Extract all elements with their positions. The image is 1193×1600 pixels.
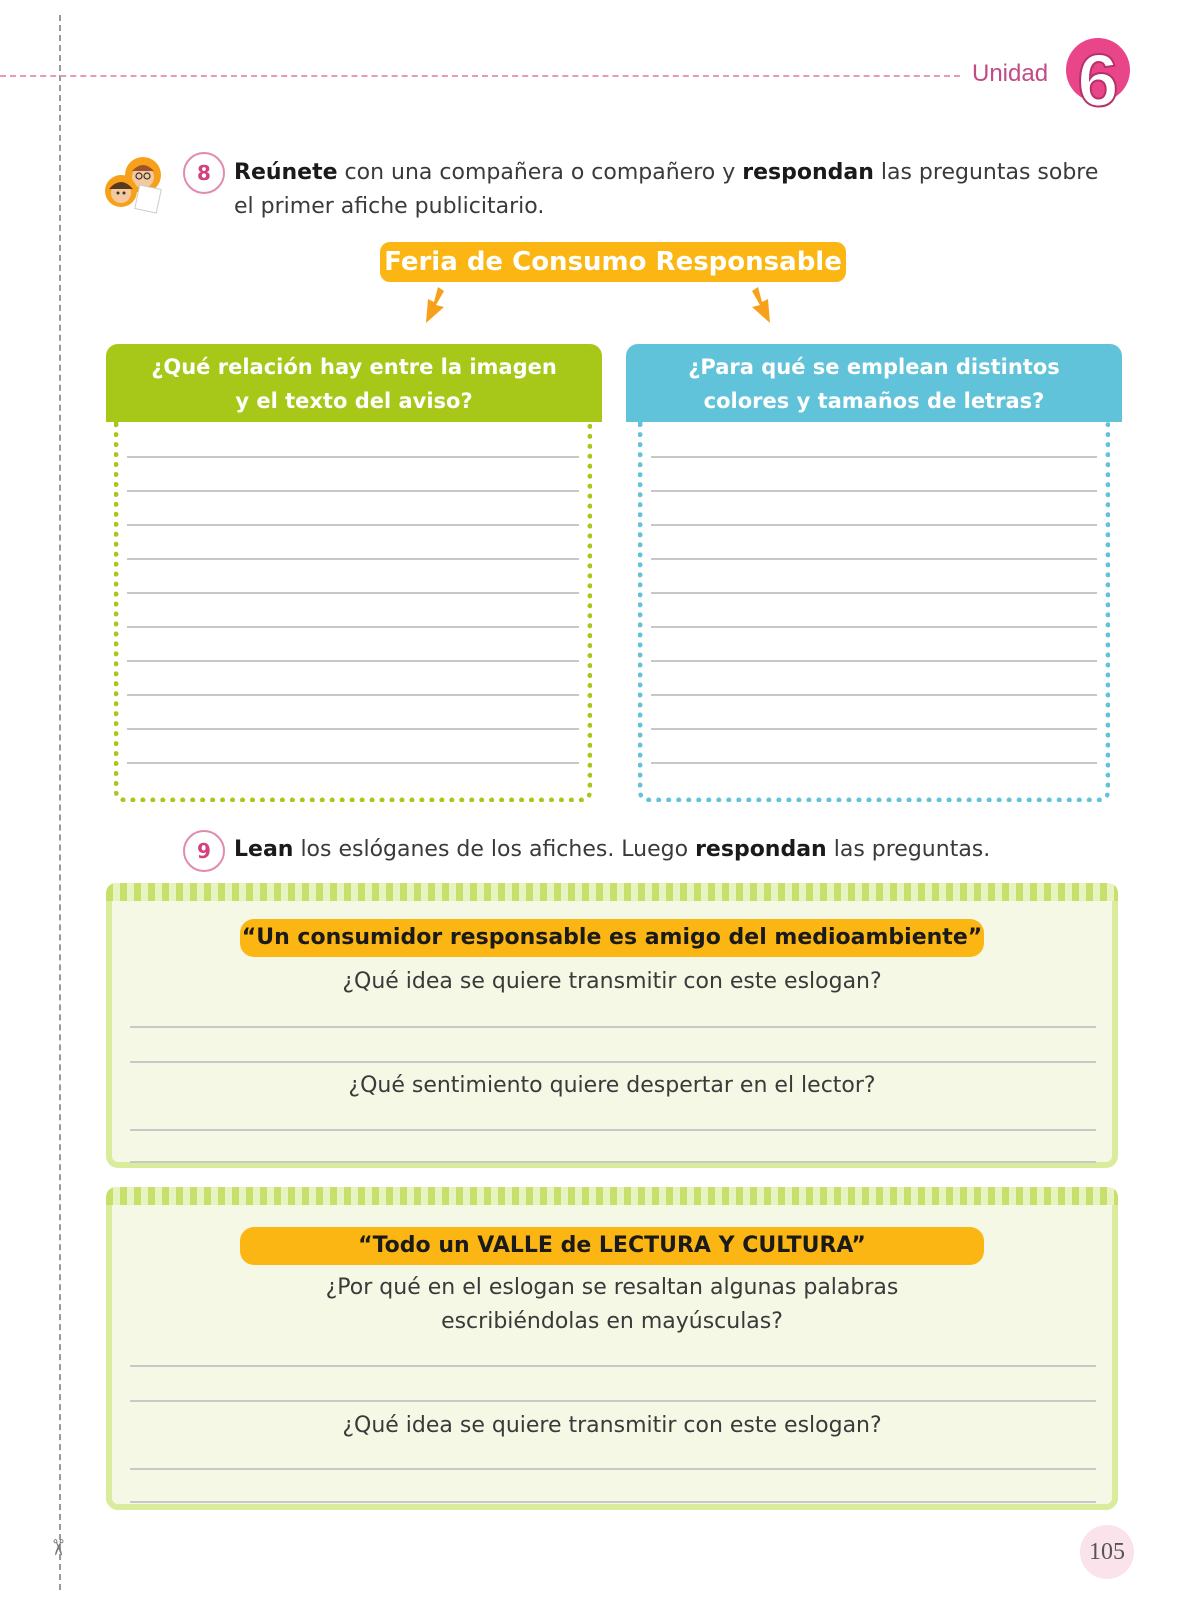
arrow-down-right-icon <box>746 285 776 325</box>
question-line: escribiéndolas en mayúsculas? <box>441 1309 783 1334</box>
instruction-text: las preguntas sobre <box>873 160 1099 185</box>
page-number: 105 <box>1080 1525 1134 1579</box>
writing-line <box>127 592 579 594</box>
writing-line <box>651 524 1097 526</box>
instruction-text: los eslóganes de los afiches. Luego <box>293 837 696 862</box>
question-line: colores y tamaños de letras? <box>703 389 1045 413</box>
writing-line[interactable] <box>130 1501 1096 1503</box>
writing-line <box>651 626 1097 628</box>
answer-area-left[interactable] <box>114 422 592 802</box>
question-box-colors-sizes <box>626 344 1122 422</box>
slogan-2-question-2: ¿Qué idea se quiere transmitir con este eslogan? <box>342 1413 882 1438</box>
slogan-1-question-1: ¿Qué idea se quiere transmitir con este eslogan? <box>342 969 882 994</box>
instruction-text: las preguntas. <box>826 837 991 862</box>
cut-line <box>59 15 61 1590</box>
question-box-image-text <box>106 344 602 422</box>
students-avatar-icon <box>103 153 165 215</box>
slogan-1-pill: “Un consumidor responsable es amigo del medioambiente” <box>240 919 984 957</box>
writing-line <box>651 456 1097 458</box>
question-line: y el texto del aviso? <box>235 389 473 413</box>
writing-line[interactable] <box>130 1365 1096 1367</box>
instruction-bold-reunete: Reúnete <box>234 160 338 185</box>
writing-line[interactable] <box>130 1026 1096 1028</box>
writing-line <box>127 558 579 560</box>
unit-number-badge <box>1065 30 1131 116</box>
writing-line <box>127 456 579 458</box>
writing-line <box>651 694 1097 696</box>
instruction-bold-lean: Lean <box>234 837 294 862</box>
slogan-box-2 <box>106 1187 1118 1510</box>
instruction-text: con una compañera o compañero y <box>337 160 743 185</box>
writing-line <box>127 490 579 492</box>
writing-line <box>651 762 1097 764</box>
activity-8-number: 8 <box>183 152 225 194</box>
activity-9-instruction <box>234 833 1114 867</box>
activity-9-number: 9 <box>183 830 225 872</box>
header-dashed-line <box>0 75 960 77</box>
question-line: ¿Para qué se emplean distintos <box>688 355 1060 379</box>
writing-line <box>651 558 1097 560</box>
question-line: ¿Qué relación hay entre la imagen <box>151 355 557 379</box>
slogan-2-pill: “Todo un VALLE de LECTURA Y CULTURA” <box>240 1227 984 1265</box>
box-top-border <box>106 883 1118 901</box>
writing-line <box>127 762 579 764</box>
unit-label: Unidad <box>972 60 1049 87</box>
writing-line <box>127 694 579 696</box>
writing-line[interactable] <box>130 1468 1096 1470</box>
writing-line[interactable] <box>130 1161 1096 1163</box>
activity-8-instruction <box>234 156 1114 224</box>
writing-line <box>127 524 579 526</box>
writing-line <box>651 728 1097 730</box>
instruction-bold-respondan: respondan <box>742 160 874 185</box>
slogan-2-question-1 <box>112 1271 1112 1339</box>
writing-line[interactable] <box>130 1400 1096 1402</box>
writing-line[interactable] <box>130 1129 1096 1131</box>
writing-line <box>651 660 1097 662</box>
writing-line <box>127 728 579 730</box>
writing-line[interactable] <box>130 1061 1096 1063</box>
question-line: ¿Por qué en el eslogan se resaltan algunas palabras <box>325 1275 899 1300</box>
writing-line <box>127 660 579 662</box>
unit-number: 6 <box>1077 39 1119 116</box>
poster-title-pill: Feria de Consumo Responsable <box>380 242 846 282</box>
box-top-border <box>106 1187 1118 1205</box>
instruction-bold-respondan: respondan <box>695 837 827 862</box>
slogan-box-1 <box>106 883 1118 1168</box>
arrow-down-left-icon <box>420 285 450 325</box>
answer-area-right[interactable] <box>638 422 1110 802</box>
writing-line <box>651 490 1097 492</box>
writing-line <box>127 626 579 628</box>
instruction-text: el primer afiche publicitario. <box>234 194 545 219</box>
writing-line <box>651 592 1097 594</box>
scissors-icon: ✂ <box>44 1538 70 1557</box>
slogan-1-question-2: ¿Qué sentimiento quiere despertar en el lector? <box>348 1073 876 1098</box>
